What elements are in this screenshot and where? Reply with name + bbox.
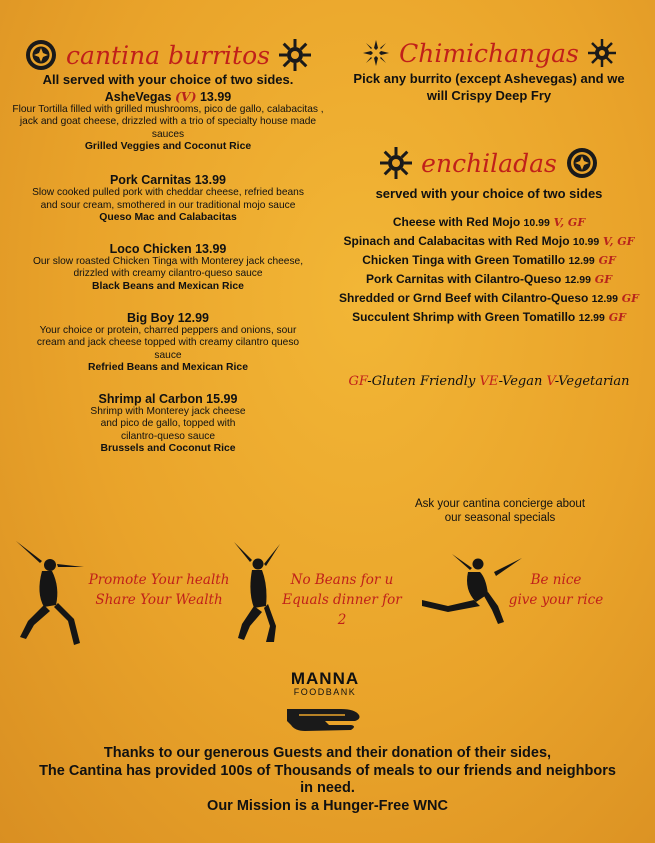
item-description: Shrimp with Monterey jack cheese and pico de gallo, topped with cilantro-queso sauce (90, 406, 246, 442)
item-description: Flour Tortilla filled with grilled mushrooms, pico de gallo, calabacitas , jack and goat cheese, drizzled with a trio of specialty house made sauces (12, 104, 324, 140)
item-description: Slow cooked pulled pork with cheddar cheese, refried beans and sour cream, smothered in our traditional mojo sauce (32, 187, 304, 211)
item-sides: Brussels and Coconut Rice (100, 443, 236, 455)
manna-foodbank-logo (270, 670, 380, 740)
item-sides: Refried Beans and Mexican Rice (88, 362, 248, 374)
menu-item-spinach-calabacitas: Spinach and Calabacitas with Red Mojo 10.99 V, GF (343, 234, 635, 248)
menu-item-loco-chicken (8, 242, 328, 292)
item-description: Your choice or protein, charred peppers and onions, sour cream and jack cheese topped with creamy cilantro queso sauce (36, 324, 300, 361)
slogan-no-beans: No Beans for u Equals dinner for 2 (282, 572, 402, 628)
slogan-promote-health: Promote Your health Share Your Wealth (88, 572, 230, 608)
item-name: Big Boy 12.99 (127, 310, 209, 325)
sun-rays-icon (278, 38, 312, 72)
enchiladas-header (330, 146, 648, 180)
menu-item-succulent-shrimp: Succulent Shrimp with Green Tomatillo 12.99 GF (352, 310, 626, 324)
hand-icon (285, 701, 365, 735)
menu-item-pork-carnitas-enchilada: Pork Carnitas with Cilantro-Queso 12.99 GF (365, 272, 613, 286)
enchiladas-subtitle: served with your choice of two sides (375, 186, 603, 201)
footer-message: Thanks to our generous Guests and their donation of their sides, The Cantina has provided 100s of Thousands of meals to our friends and neighbors in need. Our Mission is a Hunger-Free WNC (39, 745, 616, 814)
flower-ornament-icon (361, 38, 391, 68)
sun-medallion-icon (565, 146, 599, 180)
burritos-section (8, 38, 328, 473)
item-name: Pork Carnitas 13.99 (109, 173, 227, 188)
item-name: AsheVegas (V) 13.99 (104, 89, 232, 104)
item-name: Shrimp al Carbon 15.99 (98, 392, 238, 407)
menu-item-chicken-tinga: Chicken Tinga with Green Tomatillo 12.99 GF (362, 253, 616, 267)
enchilada-list (330, 213, 648, 327)
slogan-be-nice: Be nice give your rice (508, 572, 604, 608)
sun-medallion-icon (24, 38, 58, 72)
menu-item-shredded-beef: Shredded or Grnd Beef with Cilantro-Queso 12.99 GF (338, 291, 639, 305)
menu-item-pork-carnitas (8, 173, 328, 223)
menu-item-ashevegas (8, 89, 328, 152)
item-sides: Grilled Veggies and Coconut Rice (84, 141, 252, 153)
enchiladas-title: enchiladas (421, 148, 557, 178)
sun-rays-icon (379, 146, 413, 180)
burritos-subtitle: All served with your choice of two sides. (42, 72, 294, 87)
dancer-figure-icon (12, 537, 92, 649)
burritos-header (8, 38, 328, 72)
snowflake-medallion-icon (587, 38, 617, 68)
item-sides: Queso Mac and Calabacitas (99, 212, 237, 224)
burrito-list (8, 89, 328, 454)
enchiladas-section (330, 146, 648, 327)
item-description: Our slow roasted Chicken Tinga with Monterey jack cheese, drizzled with creamy cilantro-queso sauce (32, 256, 304, 280)
item-sides: Black Beans and Mexican Rice (92, 280, 244, 292)
foodbank-wordmark: FOODBANK (293, 687, 357, 697)
chimichangas-title: Chimichangas (399, 38, 579, 68)
menu-item-cheese-red-mojo: Cheese with Red Mojo 10.99 V, GF (392, 215, 586, 229)
dietary-legend: GF-Gluten Friendly VE-Vegan V-Vegetarian (348, 374, 630, 389)
manna-wordmark: MANNA (290, 669, 360, 688)
vegetarian-tag: (V) (174, 89, 197, 104)
menu-item-shrimp-al-carbon (8, 392, 328, 454)
menu-item-big-boy (8, 311, 328, 373)
chimichangas-description: Pick any burrito (except Ashevegas) and we will Crispy Deep Fry (353, 71, 625, 103)
chimichangas-section (330, 38, 648, 104)
chimichangas-header (330, 38, 648, 68)
seasonal-specials-note: Ask your cantina concierge about our seasonal specials (414, 498, 586, 524)
burritos-title: cantina burritos (66, 40, 270, 70)
item-name: Loco Chicken 13.99 (109, 242, 227, 257)
